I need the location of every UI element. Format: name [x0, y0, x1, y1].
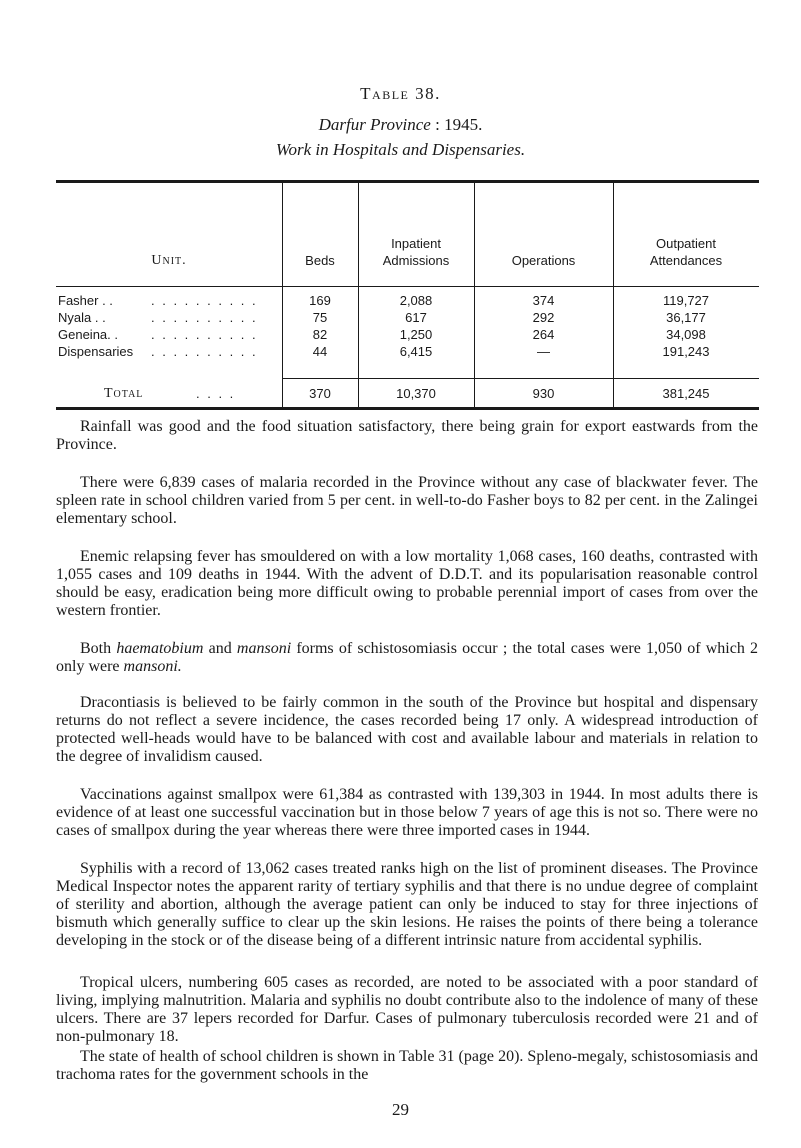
row-leader-dots: . . . . . . . . . .: [151, 310, 258, 325]
work-title: Work in Hospitals and Dispensaries.: [275, 140, 526, 159]
p4-text-c: and: [203, 640, 237, 657]
column-header-inpatient-line1: Inpatient: [391, 236, 441, 251]
table-header-rule: [56, 286, 759, 287]
cell-inpatient: 1,250: [399, 327, 433, 342]
paragraph-schistosomiasis: [56, 640, 758, 676]
cell-operations: 292: [532, 310, 555, 325]
cell-operations: —: [537, 344, 550, 359]
p4-text-e: forms of schistosomiasis occur ; the total cases were 1,050 of which 2 only were: [56, 640, 759, 675]
p4-text-a: Both: [80, 640, 117, 657]
total-beds: 370: [309, 386, 331, 401]
cell-outpatient: 191,243: [662, 344, 710, 359]
row-unit-label: Dispensaries: [58, 344, 134, 359]
total-label: Total: [104, 386, 144, 401]
total-operations: 930: [532, 386, 555, 401]
cell-beds: 44: [312, 344, 328, 359]
term-mansoni: mansoni: [236, 640, 292, 657]
paragraph-relapsing-fever: Enemic relapsing fever has smouldered on with a low mortality 1,068 cases, 160 deaths, contrasted with 1,055 cases and 109 deaths in 1944. With the advent of D.D.T. and its popularisation reasonable control should be easy, eradication being more difficult owing to probable perennial import of cases from over the western frontier.: [56, 548, 758, 619]
column-header-beds: Beds: [305, 253, 335, 268]
cell-outpatient: 36,177: [666, 310, 706, 325]
table-bottom-rule: [56, 407, 759, 410]
total-outpatient: 381,245: [662, 386, 710, 401]
row-leader-dots: . . . . . . . . . .: [151, 327, 258, 342]
cell-beds: 82: [312, 327, 328, 342]
cell-inpatient: 2,088: [399, 293, 433, 308]
cell-inpatient: 6,415: [399, 344, 433, 359]
table-top-rule: [56, 180, 759, 183]
cell-beds: 75: [312, 310, 328, 325]
paragraph-syphilis: Syphilis with a record of 13,062 cases treated ranks high on the list of prominent diseases. The Province Medical Inspector notes the apparent rarity of tertiary syphilis and that there is no undue degree of complaint of sterility and abortion, although the average patient can only be induced to stay for three injections of bismuth which generally suffice to clear up the skin lesions. He raises the points of there being a tolerance developing in the stock or of the disease being of a different intrinsic nature from accidental syphilis.: [56, 860, 758, 949]
column-header-inpatient: [358, 235, 474, 269]
cell-outpatient: 34,098: [666, 327, 706, 342]
row-leader-dots: . . . . . . . . . .: [151, 293, 258, 308]
cell-beds: 169: [309, 293, 331, 308]
paragraph-malaria: There were 6,839 cases of malaria recorded in the Province without any case of blackwater fever. The spleen rate in school children varied from 5 per cent. in well-to-do Fasher boys to 82 per cent. in the Zalingei elementary school.: [56, 474, 758, 527]
total-leader-dots: . . . .: [196, 386, 236, 401]
paragraph-dracontiasis: Dracontiasis is believed to be fairly common in the south of the Province but hospital and dispensary returns do not reflect a severe incidence, the cases recorded being 17 only. A widespread introduction of protected well-heads would have to be balanced with cost and available labour and materials in relation to the degree of invalidism caused.: [56, 694, 758, 765]
province-title: [0, 115, 801, 135]
term-mansoni-2: mansoni.: [123, 658, 182, 675]
column-header-outpatient-line1: Outpatient: [656, 236, 716, 251]
term-haematobium: haematobium: [116, 640, 204, 657]
row-leader-dots: . . . . . . . . . .: [151, 344, 258, 359]
table-number: Table 38.: [360, 84, 441, 103]
column-header-unit: Unit.: [151, 253, 187, 268]
page-number: 29: [392, 1100, 409, 1119]
cell-operations: 374: [532, 293, 555, 308]
row-unit-label: Nyala . .: [58, 310, 106, 325]
total-inpatient: 10,370: [396, 386, 436, 401]
cell-inpatient: 617: [405, 310, 427, 325]
province-year: : 1945.: [435, 115, 483, 134]
paragraph-rainfall: Rainfall was good and the food situation satisfactory, there being grain for export eastwards from the Province.: [56, 418, 758, 453]
column-header-outpatient: [613, 235, 759, 269]
column-header-inpatient-line2: Admissions: [382, 253, 450, 268]
cell-outpatient: 119,727: [662, 293, 710, 308]
paragraph-tropical-ulcers: Tropical ulcers, numbering 605 cases as recorded, are noted to be associated with a poor standard of living, implying malnutrition. Malaria and syphilis no doubt contribute also to the indolence of many of these ulcers. There are 37 lepers recorded for Darfur. Cases of pulmonary tuberculosis recorded were 21 and of non-pulmonary 18.: [56, 974, 758, 1045]
total-rule: [282, 378, 759, 379]
column-header-operations: Operations: [511, 253, 576, 268]
paragraph-smallpox: Vaccinations against smallpox were 61,384 as contrasted with 139,303 in 1944. In most adults there is evidence of at least one successful vaccination but in those below 7 years of age this is not so. There were no cases of smallpox during the year whereas there were three imported cases in 1944.: [56, 786, 758, 839]
column-header-outpatient-line2: Attendances: [649, 253, 723, 268]
row-unit-label: Geneina. .: [58, 327, 118, 342]
cell-operations: 264: [532, 327, 555, 342]
row-unit-label: Fasher . .: [58, 293, 113, 308]
province-name: Darfur Province: [318, 115, 431, 134]
paragraph-school-children: The state of health of school children is shown in Table 31 (page 20). Spleno-megaly, schistosomiasis and trachoma rates for the government schools in the: [56, 1048, 758, 1083]
